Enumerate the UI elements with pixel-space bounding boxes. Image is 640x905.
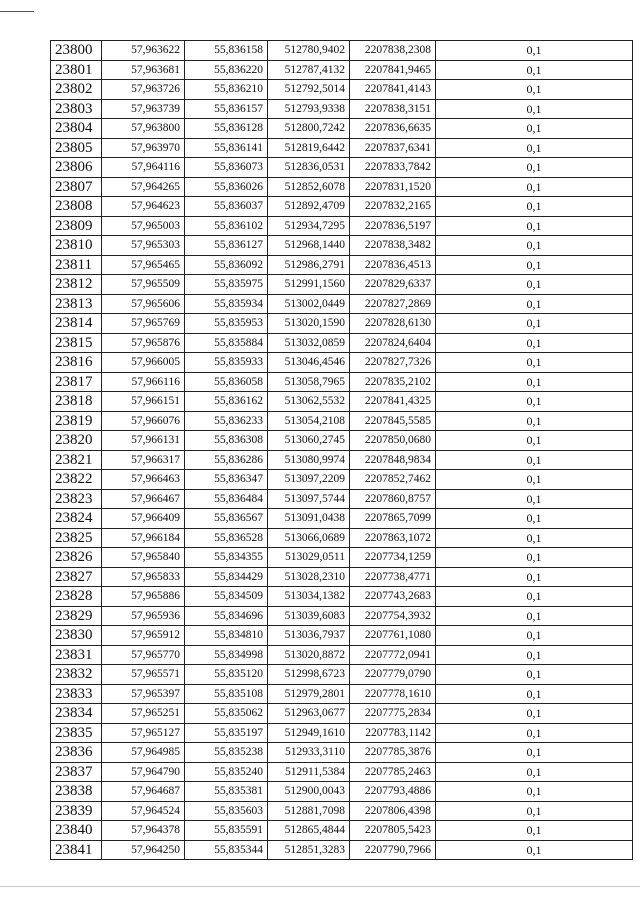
x-coordinate-cell: 513054,2108 xyxy=(268,411,350,431)
latitude-cell: 57,966151 xyxy=(102,392,185,412)
point-number-cell: 23833 xyxy=(51,684,102,704)
latitude-cell: 57,963970 xyxy=(102,138,185,158)
longitude-cell: 55,836058 xyxy=(185,372,268,392)
y-coordinate-cell: 2207831,1520 xyxy=(350,177,436,197)
table-row xyxy=(51,216,633,236)
x-coordinate-cell: 513091,0438 xyxy=(268,509,350,529)
longitude-cell: 55,836233 xyxy=(185,411,268,431)
latitude-cell: 57,966184 xyxy=(102,528,185,548)
longitude-cell: 55,836037 xyxy=(185,197,268,217)
longitude-cell: 55,836347 xyxy=(185,470,268,490)
longitude-cell: 55,834355 xyxy=(185,548,268,568)
table-row xyxy=(51,197,633,217)
point-number-cell: 23816 xyxy=(51,353,102,373)
point-number-cell: 23834 xyxy=(51,704,102,724)
x-coordinate-cell: 512933,3110 xyxy=(268,743,350,763)
longitude-cell: 55,835975 xyxy=(185,275,268,295)
table-row xyxy=(51,645,633,665)
x-coordinate-cell: 512852,6078 xyxy=(268,177,350,197)
table-row xyxy=(51,275,633,295)
point-number-cell: 23829 xyxy=(51,606,102,626)
point-number-cell: 23841 xyxy=(51,840,102,860)
latitude-cell: 57,966467 xyxy=(102,489,185,509)
table-row xyxy=(51,294,633,314)
point-number-cell: 23814 xyxy=(51,314,102,334)
point-number-cell: 23828 xyxy=(51,587,102,607)
y-coordinate-cell: 2207754,3932 xyxy=(350,606,436,626)
point-number-cell: 23811 xyxy=(51,255,102,275)
error-cell: 0,1 xyxy=(436,314,633,334)
error-cell: 0,1 xyxy=(436,294,633,314)
table-row xyxy=(51,314,633,334)
table-row xyxy=(51,704,633,724)
table-row xyxy=(51,489,633,509)
x-coordinate-cell: 512949,1610 xyxy=(268,723,350,743)
longitude-cell: 55,835240 xyxy=(185,762,268,782)
longitude-cell: 55,835062 xyxy=(185,704,268,724)
error-cell: 0,1 xyxy=(436,372,633,392)
error-cell: 0,1 xyxy=(436,665,633,685)
x-coordinate-cell: 513020,8872 xyxy=(268,645,350,665)
longitude-cell: 55,836567 xyxy=(185,509,268,529)
point-number-cell: 23830 xyxy=(51,626,102,646)
error-cell: 0,1 xyxy=(436,80,633,100)
table-row xyxy=(51,353,633,373)
error-cell: 0,1 xyxy=(436,509,633,529)
error-cell: 0,1 xyxy=(436,255,633,275)
x-coordinate-cell: 513029,0511 xyxy=(268,548,350,568)
x-coordinate-cell: 513097,5744 xyxy=(268,489,350,509)
y-coordinate-cell: 2207850,0680 xyxy=(350,431,436,451)
y-coordinate-cell: 2207761,1080 xyxy=(350,626,436,646)
table-row xyxy=(51,665,633,685)
latitude-cell: 57,963622 xyxy=(102,41,185,61)
y-coordinate-cell: 2207738,4771 xyxy=(350,567,436,587)
latitude-cell: 57,966463 xyxy=(102,470,185,490)
table-row xyxy=(51,567,633,587)
table-row xyxy=(51,470,633,490)
error-cell: 0,1 xyxy=(436,275,633,295)
table-row xyxy=(51,236,633,256)
error-cell: 0,1 xyxy=(436,333,633,353)
x-coordinate-cell: 513039,6083 xyxy=(268,606,350,626)
point-number-cell: 23824 xyxy=(51,509,102,529)
point-number-cell: 23813 xyxy=(51,294,102,314)
latitude-cell: 57,966116 xyxy=(102,372,185,392)
table-row xyxy=(51,60,633,80)
error-cell: 0,1 xyxy=(436,138,633,158)
y-coordinate-cell: 2207785,2463 xyxy=(350,762,436,782)
longitude-cell: 55,835120 xyxy=(185,665,268,685)
y-coordinate-cell: 2207838,3151 xyxy=(350,99,436,119)
longitude-cell: 55,836073 xyxy=(185,158,268,178)
latitude-cell: 57,963681 xyxy=(102,60,185,80)
point-number-cell: 23819 xyxy=(51,411,102,431)
latitude-cell: 57,966409 xyxy=(102,509,185,529)
x-coordinate-cell: 513097,2209 xyxy=(268,470,350,490)
error-cell: 0,1 xyxy=(436,119,633,139)
latitude-cell: 57,965840 xyxy=(102,548,185,568)
point-number-cell: 23803 xyxy=(51,99,102,119)
table-row xyxy=(51,782,633,802)
y-coordinate-cell: 2207852,7462 xyxy=(350,470,436,490)
longitude-cell: 55,836127 xyxy=(185,236,268,256)
y-coordinate-cell: 2207848,9834 xyxy=(350,450,436,470)
longitude-cell: 55,836484 xyxy=(185,489,268,509)
error-cell: 0,1 xyxy=(436,489,633,509)
x-coordinate-cell: 513002,0449 xyxy=(268,294,350,314)
latitude-cell: 57,964623 xyxy=(102,197,185,217)
table-row xyxy=(51,548,633,568)
error-cell: 0,1 xyxy=(436,587,633,607)
latitude-cell: 57,964250 xyxy=(102,840,185,860)
point-number-cell: 23810 xyxy=(51,236,102,256)
point-number-cell: 23827 xyxy=(51,567,102,587)
x-coordinate-cell: 512787,4132 xyxy=(268,60,350,80)
point-number-cell: 23815 xyxy=(51,333,102,353)
latitude-cell: 57,965936 xyxy=(102,606,185,626)
error-cell: 0,1 xyxy=(436,704,633,724)
error-cell: 0,1 xyxy=(436,723,633,743)
latitude-cell: 57,964687 xyxy=(102,782,185,802)
longitude-cell: 55,835238 xyxy=(185,743,268,763)
coordinates-table xyxy=(50,40,633,860)
longitude-cell: 55,836092 xyxy=(185,255,268,275)
table-row xyxy=(51,840,633,860)
latitude-cell: 57,965003 xyxy=(102,216,185,236)
error-cell: 0,1 xyxy=(436,762,633,782)
table-row xyxy=(51,528,633,548)
y-coordinate-cell: 2207778,1610 xyxy=(350,684,436,704)
point-number-cell: 23818 xyxy=(51,392,102,412)
point-number-cell: 23820 xyxy=(51,431,102,451)
table-row xyxy=(51,119,633,139)
error-cell: 0,1 xyxy=(436,353,633,373)
latitude-cell: 57,964265 xyxy=(102,177,185,197)
y-coordinate-cell: 2207836,4513 xyxy=(350,255,436,275)
point-number-cell: 23821 xyxy=(51,450,102,470)
latitude-cell: 57,964116 xyxy=(102,158,185,178)
error-cell: 0,1 xyxy=(436,743,633,763)
x-coordinate-cell: 512900,0043 xyxy=(268,782,350,802)
latitude-cell: 57,966005 xyxy=(102,353,185,373)
y-coordinate-cell: 2207734,1259 xyxy=(350,548,436,568)
latitude-cell: 57,966317 xyxy=(102,450,185,470)
longitude-cell: 55,836528 xyxy=(185,528,268,548)
longitude-cell: 55,836158 xyxy=(185,41,268,61)
error-cell: 0,1 xyxy=(436,411,633,431)
point-number-cell: 23836 xyxy=(51,743,102,763)
x-coordinate-cell: 512991,1560 xyxy=(268,275,350,295)
x-coordinate-cell: 512865,4844 xyxy=(268,821,350,841)
table-row xyxy=(51,743,633,763)
y-coordinate-cell: 2207772,0941 xyxy=(350,645,436,665)
error-cell: 0,1 xyxy=(436,450,633,470)
point-number-cell: 23837 xyxy=(51,762,102,782)
page-corner-mark xyxy=(0,11,34,12)
error-cell: 0,1 xyxy=(436,567,633,587)
x-coordinate-cell: 513028,2310 xyxy=(268,567,350,587)
latitude-cell: 57,964790 xyxy=(102,762,185,782)
y-coordinate-cell: 2207806,4398 xyxy=(350,801,436,821)
error-cell: 0,1 xyxy=(436,548,633,568)
latitude-cell: 57,965606 xyxy=(102,294,185,314)
error-cell: 0,1 xyxy=(436,801,633,821)
x-coordinate-cell: 512963,0677 xyxy=(268,704,350,724)
point-number-cell: 23838 xyxy=(51,782,102,802)
point-number-cell: 23840 xyxy=(51,821,102,841)
longitude-cell: 55,835108 xyxy=(185,684,268,704)
x-coordinate-cell: 512881,7098 xyxy=(268,801,350,821)
latitude-cell: 57,964378 xyxy=(102,821,185,841)
latitude-cell: 57,966131 xyxy=(102,431,185,451)
point-number-cell: 23825 xyxy=(51,528,102,548)
y-coordinate-cell: 2207863,1072 xyxy=(350,528,436,548)
error-cell: 0,1 xyxy=(436,41,633,61)
table-row xyxy=(51,801,633,821)
y-coordinate-cell: 2207845,5585 xyxy=(350,411,436,431)
y-coordinate-cell: 2207743,2683 xyxy=(350,587,436,607)
error-cell: 0,1 xyxy=(436,470,633,490)
latitude-cell: 57,965876 xyxy=(102,333,185,353)
point-number-cell: 23802 xyxy=(51,80,102,100)
y-coordinate-cell: 2207829,6337 xyxy=(350,275,436,295)
error-cell: 0,1 xyxy=(436,840,633,860)
point-number-cell: 23817 xyxy=(51,372,102,392)
latitude-cell: 57,964524 xyxy=(102,801,185,821)
latitude-cell: 57,965251 xyxy=(102,704,185,724)
latitude-cell: 57,963726 xyxy=(102,80,185,100)
longitude-cell: 55,836102 xyxy=(185,216,268,236)
x-coordinate-cell: 512819,6442 xyxy=(268,138,350,158)
x-coordinate-cell: 513020,1590 xyxy=(268,314,350,334)
longitude-cell: 55,834696 xyxy=(185,606,268,626)
point-number-cell: 23805 xyxy=(51,138,102,158)
point-number-cell: 23839 xyxy=(51,801,102,821)
y-coordinate-cell: 2207783,1142 xyxy=(350,723,436,743)
y-coordinate-cell: 2207827,7326 xyxy=(350,353,436,373)
y-coordinate-cell: 2207790,7966 xyxy=(350,840,436,860)
error-cell: 0,1 xyxy=(436,236,633,256)
y-coordinate-cell: 2207833,7842 xyxy=(350,158,436,178)
x-coordinate-cell: 513036,7937 xyxy=(268,626,350,646)
y-coordinate-cell: 2207860,8757 xyxy=(350,489,436,509)
longitude-cell: 55,835197 xyxy=(185,723,268,743)
x-coordinate-cell: 512892,4709 xyxy=(268,197,350,217)
error-cell: 0,1 xyxy=(436,197,633,217)
table-row xyxy=(51,821,633,841)
point-number-cell: 23801 xyxy=(51,60,102,80)
table-row xyxy=(51,99,633,119)
y-coordinate-cell: 2207779,0790 xyxy=(350,665,436,685)
longitude-cell: 55,835933 xyxy=(185,353,268,373)
y-coordinate-cell: 2207827,2869 xyxy=(350,294,436,314)
longitude-cell: 55,835934 xyxy=(185,294,268,314)
x-coordinate-cell: 512836,0531 xyxy=(268,158,350,178)
x-coordinate-cell: 512792,5014 xyxy=(268,80,350,100)
latitude-cell: 57,965833 xyxy=(102,567,185,587)
longitude-cell: 55,835591 xyxy=(185,821,268,841)
longitude-cell: 55,835344 xyxy=(185,840,268,860)
point-number-cell: 23800 xyxy=(51,41,102,61)
latitude-cell: 57,963739 xyxy=(102,99,185,119)
table-row xyxy=(51,255,633,275)
y-coordinate-cell: 2207838,3482 xyxy=(350,236,436,256)
point-number-cell: 23812 xyxy=(51,275,102,295)
latitude-cell: 57,965769 xyxy=(102,314,185,334)
table-row xyxy=(51,392,633,412)
x-coordinate-cell: 512986,2791 xyxy=(268,255,350,275)
point-number-cell: 23806 xyxy=(51,158,102,178)
page-bottom-edge xyxy=(0,886,640,887)
error-cell: 0,1 xyxy=(436,821,633,841)
error-cell: 0,1 xyxy=(436,528,633,548)
longitude-cell: 55,836128 xyxy=(185,119,268,139)
table-row xyxy=(51,509,633,529)
table-row xyxy=(51,684,633,704)
x-coordinate-cell: 513062,5532 xyxy=(268,392,350,412)
error-cell: 0,1 xyxy=(436,626,633,646)
longitude-cell: 55,836141 xyxy=(185,138,268,158)
y-coordinate-cell: 2207785,3876 xyxy=(350,743,436,763)
latitude-cell: 57,966076 xyxy=(102,411,185,431)
error-cell: 0,1 xyxy=(436,645,633,665)
x-coordinate-cell: 513046,4546 xyxy=(268,353,350,373)
y-coordinate-cell: 2207836,6635 xyxy=(350,119,436,139)
table-row xyxy=(51,587,633,607)
point-number-cell: 23823 xyxy=(51,489,102,509)
longitude-cell: 55,835603 xyxy=(185,801,268,821)
table-row xyxy=(51,158,633,178)
table-row xyxy=(51,80,633,100)
table-row xyxy=(51,431,633,451)
y-coordinate-cell: 2207841,9465 xyxy=(350,60,436,80)
table-row xyxy=(51,411,633,431)
longitude-cell: 55,834810 xyxy=(185,626,268,646)
error-cell: 0,1 xyxy=(436,216,633,236)
error-cell: 0,1 xyxy=(436,684,633,704)
point-number-cell: 23809 xyxy=(51,216,102,236)
y-coordinate-cell: 2207824,6404 xyxy=(350,333,436,353)
x-coordinate-cell: 512793,9338 xyxy=(268,99,350,119)
longitude-cell: 55,836162 xyxy=(185,392,268,412)
table-row xyxy=(51,138,633,158)
error-cell: 0,1 xyxy=(436,782,633,802)
longitude-cell: 55,836220 xyxy=(185,60,268,80)
table-row xyxy=(51,723,633,743)
point-number-cell: 23826 xyxy=(51,548,102,568)
table-row xyxy=(51,41,633,61)
point-number-cell: 23832 xyxy=(51,665,102,685)
coordinates-table-body xyxy=(51,41,633,860)
y-coordinate-cell: 2207836,5197 xyxy=(350,216,436,236)
y-coordinate-cell: 2207841,4325 xyxy=(350,392,436,412)
longitude-cell: 55,836026 xyxy=(185,177,268,197)
latitude-cell: 57,964985 xyxy=(102,743,185,763)
latitude-cell: 57,965303 xyxy=(102,236,185,256)
error-cell: 0,1 xyxy=(436,99,633,119)
latitude-cell: 57,965397 xyxy=(102,684,185,704)
error-cell: 0,1 xyxy=(436,158,633,178)
table-row xyxy=(51,626,633,646)
error-cell: 0,1 xyxy=(436,60,633,80)
y-coordinate-cell: 2207793,4886 xyxy=(350,782,436,802)
table-row xyxy=(51,762,633,782)
x-coordinate-cell: 512998,6723 xyxy=(268,665,350,685)
table-row xyxy=(51,372,633,392)
y-coordinate-cell: 2207775,2834 xyxy=(350,704,436,724)
x-coordinate-cell: 512934,7295 xyxy=(268,216,350,236)
latitude-cell: 57,965127 xyxy=(102,723,185,743)
table-row xyxy=(51,606,633,626)
x-coordinate-cell: 512780,9402 xyxy=(268,41,350,61)
latitude-cell: 57,965465 xyxy=(102,255,185,275)
error-cell: 0,1 xyxy=(436,606,633,626)
x-coordinate-cell: 512968,1440 xyxy=(268,236,350,256)
y-coordinate-cell: 2207828,6130 xyxy=(350,314,436,334)
latitude-cell: 57,965770 xyxy=(102,645,185,665)
y-coordinate-cell: 2207835,2102 xyxy=(350,372,436,392)
x-coordinate-cell: 513058,7965 xyxy=(268,372,350,392)
error-cell: 0,1 xyxy=(436,392,633,412)
y-coordinate-cell: 2207805,5423 xyxy=(350,821,436,841)
x-coordinate-cell: 512911,5384 xyxy=(268,762,350,782)
y-coordinate-cell: 2207841,4143 xyxy=(350,80,436,100)
x-coordinate-cell: 513066,0689 xyxy=(268,528,350,548)
point-number-cell: 23808 xyxy=(51,197,102,217)
table-row xyxy=(51,177,633,197)
point-number-cell: 23831 xyxy=(51,645,102,665)
x-coordinate-cell: 513060,2745 xyxy=(268,431,350,451)
point-number-cell: 23835 xyxy=(51,723,102,743)
latitude-cell: 57,965509 xyxy=(102,275,185,295)
table-row xyxy=(51,450,633,470)
point-number-cell: 23804 xyxy=(51,119,102,139)
x-coordinate-cell: 512979,2801 xyxy=(268,684,350,704)
longitude-cell: 55,835884 xyxy=(185,333,268,353)
table-row xyxy=(51,333,633,353)
x-coordinate-cell: 513032,0859 xyxy=(268,333,350,353)
longitude-cell: 55,835381 xyxy=(185,782,268,802)
longitude-cell: 55,836210 xyxy=(185,80,268,100)
x-coordinate-cell: 513080,9974 xyxy=(268,450,350,470)
x-coordinate-cell: 513034,1382 xyxy=(268,587,350,607)
longitude-cell: 55,834429 xyxy=(185,567,268,587)
latitude-cell: 57,965571 xyxy=(102,665,185,685)
longitude-cell: 55,835953 xyxy=(185,314,268,334)
latitude-cell: 57,963800 xyxy=(102,119,185,139)
error-cell: 0,1 xyxy=(436,431,633,451)
latitude-cell: 57,965886 xyxy=(102,587,185,607)
latitude-cell: 57,965912 xyxy=(102,626,185,646)
longitude-cell: 55,836157 xyxy=(185,99,268,119)
y-coordinate-cell: 2207832,2165 xyxy=(350,197,436,217)
longitude-cell: 55,836308 xyxy=(185,431,268,451)
y-coordinate-cell: 2207838,2308 xyxy=(350,41,436,61)
longitude-cell: 55,836286 xyxy=(185,450,268,470)
y-coordinate-cell: 2207865,7099 xyxy=(350,509,436,529)
x-coordinate-cell: 512800,7242 xyxy=(268,119,350,139)
point-number-cell: 23822 xyxy=(51,470,102,490)
error-cell: 0,1 xyxy=(436,177,633,197)
point-number-cell: 23807 xyxy=(51,177,102,197)
longitude-cell: 55,834509 xyxy=(185,587,268,607)
y-coordinate-cell: 2207837,6341 xyxy=(350,138,436,158)
x-coordinate-cell: 512851,3283 xyxy=(268,840,350,860)
longitude-cell: 55,834998 xyxy=(185,645,268,665)
